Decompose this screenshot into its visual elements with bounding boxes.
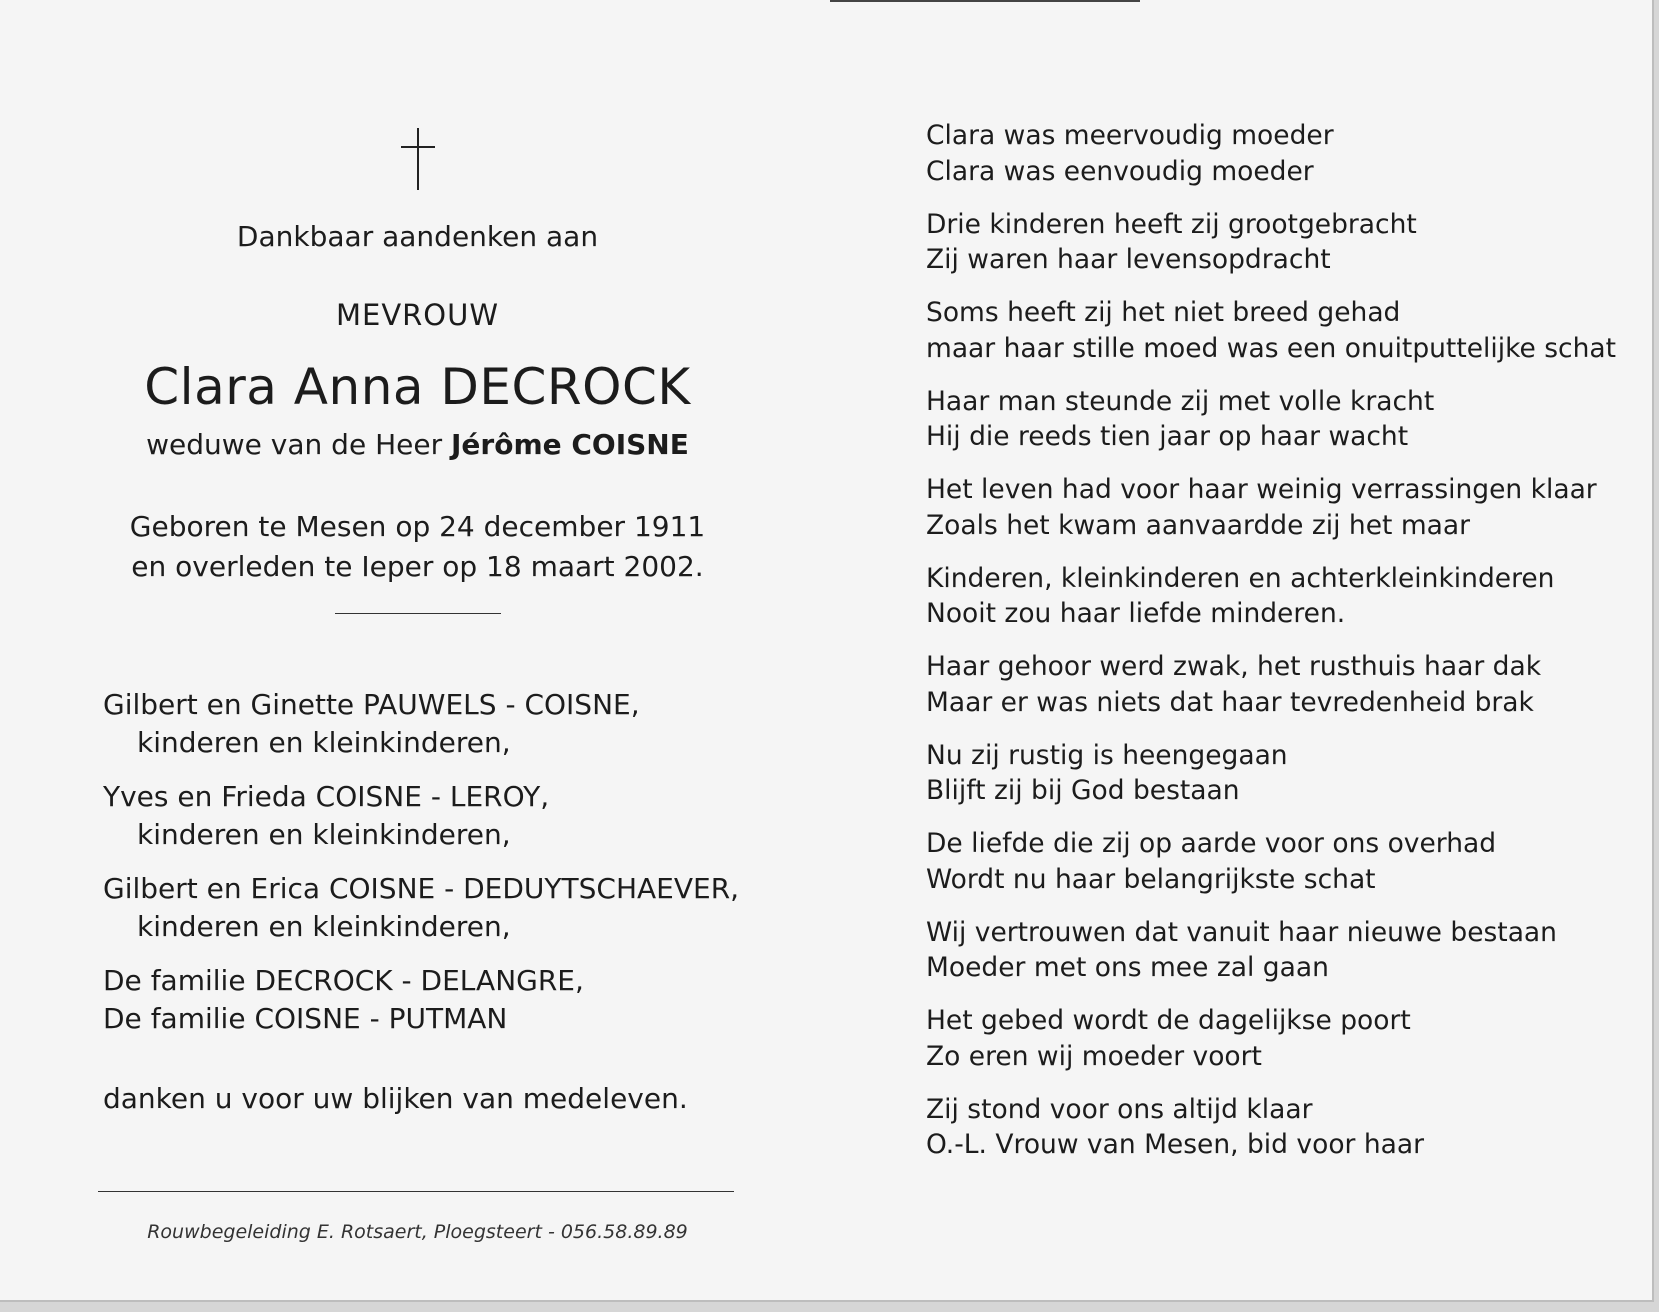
family-line: De familie DECROCK - DELANGRE, xyxy=(103,964,584,997)
poem-stanza xyxy=(926,561,1616,632)
family-list xyxy=(103,686,739,1038)
poem-line: Zo eren wij moeder voort xyxy=(926,1040,1262,1072)
poem-stanza xyxy=(926,384,1616,455)
poem-line: Moeder met ons mee zal gaan xyxy=(926,952,1329,983)
family-group-relation: kinderen en kleinkinderen, xyxy=(137,910,511,943)
family-group-name: Gilbert en Erica COISNE - DEDUYTSCHAEVER, xyxy=(103,872,740,905)
poem-line: Nooit zou haar liefde minderen. xyxy=(926,598,1346,629)
poem-stanza xyxy=(926,826,1616,897)
thank-you-text: danken u voor uw blijken van medeleven. xyxy=(103,1082,688,1115)
poem-stanza xyxy=(926,118,1616,189)
widow-prefix: weduwe van de Heer xyxy=(146,428,443,461)
poem-line: Maar er was niets dat haar tevredenheid brak xyxy=(926,686,1534,718)
widow-line xyxy=(60,428,775,461)
poem-line: Wordt nu haar belangrijkste schat xyxy=(926,863,1376,895)
poem-line: Blijft zij bij God bestaan xyxy=(926,775,1240,806)
family-group xyxy=(103,870,739,946)
poem-stanza xyxy=(926,207,1616,278)
divider-long xyxy=(98,1191,734,1192)
deceased-name: Clara Anna DECROCK xyxy=(144,358,691,416)
born-line: Geboren te Mesen op 24 december 1911 xyxy=(129,510,706,543)
title-text: MEVROUW xyxy=(335,298,500,332)
family-group-relation: kinderen en kleinkinderen, xyxy=(137,726,511,759)
life-dates xyxy=(60,507,775,587)
poem-line: Haar gehoor werd zwak, het rusthuis haar dak xyxy=(926,651,1542,682)
poem-line: Nu zij rustig is heengegaan xyxy=(926,739,1288,771)
poem-line: Drie kinderen heeft zij grootgebracht xyxy=(926,208,1417,240)
poem-line: Zij waren haar levensopdracht xyxy=(926,244,1331,275)
poem-line: Kinderen, kleinkinderen en achterkleinkinderen xyxy=(926,562,1555,594)
poem-stanza xyxy=(926,295,1616,366)
poem-stanza xyxy=(926,649,1616,720)
poem-line: Het gebed wordt de dagelijkse poort xyxy=(926,1005,1411,1036)
died-line: en overleden te Ieper op 18 maart 2002. xyxy=(131,550,704,583)
poem-line: Hij die reeds tien jaar op haar wacht xyxy=(926,421,1409,452)
poem xyxy=(926,118,1616,1180)
divider-short xyxy=(335,613,501,614)
poem-line: O.-L. Vrouw van Mesen, bid voor haar xyxy=(926,1129,1425,1160)
family-group xyxy=(103,686,739,762)
family-group-relation: kinderen en kleinkinderen, xyxy=(137,818,511,851)
intro-text: Dankbaar aandenken aan xyxy=(236,220,599,253)
poem-line: Het leven had voor haar weinig verrassingen klaar xyxy=(926,474,1597,505)
funeral-home-footer: Rouwbegeleiding E. Rotsaert, Ploegsteert - 056.58.89.89 xyxy=(147,1221,688,1243)
husband-name: Jérôme COISNE xyxy=(451,428,689,461)
family-group-name: Yves en Frieda COISNE - LEROY, xyxy=(103,780,550,813)
poem-stanza xyxy=(926,915,1616,986)
poem-line: Haar man steunde zij met volle kracht xyxy=(926,385,1435,417)
poem-line: maar haar stille moed was een onuitputtelijke schat xyxy=(926,332,1617,364)
cross-icon xyxy=(401,128,435,190)
family-group xyxy=(103,778,739,854)
poem-stanza xyxy=(926,1092,1616,1163)
poem-stanza xyxy=(926,1003,1616,1074)
poem-line: De liefde die zij op aarde voor ons overhad xyxy=(926,828,1497,859)
poem-line: Clara was meervoudig moeder xyxy=(926,120,1334,151)
poem-line: Clara was eenvoudig moeder xyxy=(926,155,1314,187)
poem-line: Zoals het kwam aanvaardde zij het maar xyxy=(926,509,1471,541)
poem-stanza xyxy=(926,472,1616,543)
scan-edge-line xyxy=(830,0,1140,2)
poem-stanza xyxy=(926,738,1616,809)
poem-line: Soms heeft zij het niet breed gehad xyxy=(926,297,1401,328)
family-group-name: Gilbert en Ginette PAUWELS - COISNE, xyxy=(103,688,640,721)
family-line: De familie COISNE - PUTMAN xyxy=(103,1002,508,1035)
poem-line: Zij stond voor ons altijd klaar xyxy=(926,1093,1313,1125)
poem-line: Wij vertrouwen dat vanuit haar nieuwe bestaan xyxy=(926,916,1557,948)
